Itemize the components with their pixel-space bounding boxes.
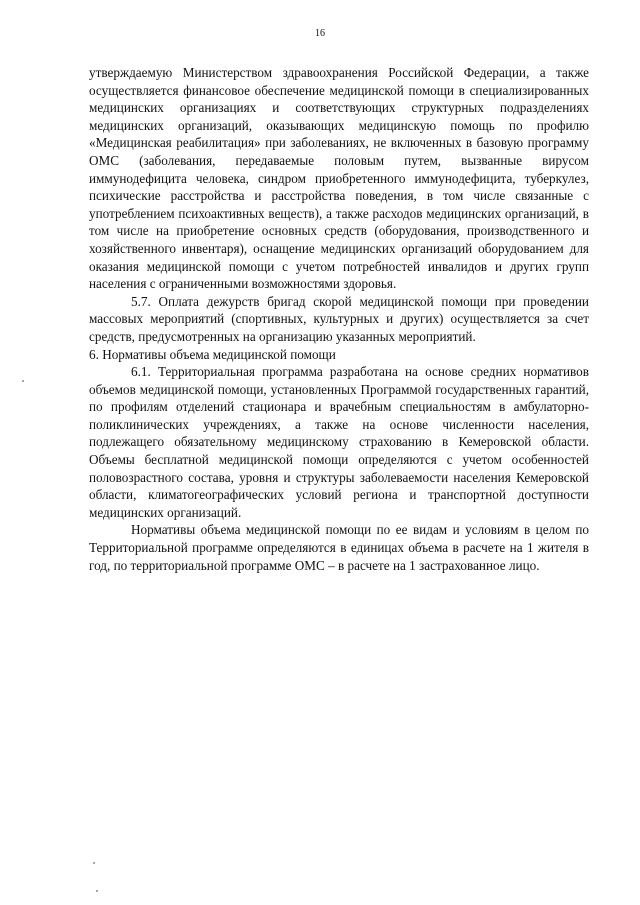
paragraph-norms: Нормативы объема медицинской помощи по ее видам и условиям в целом по Территориальной программе определяются в единицах объема в расчете на 1 жителя в год, по территориальной программе ОМС – в расчете на 1 застрахованное лицо. bbox=[89, 522, 589, 573]
document-body bbox=[89, 64, 589, 574]
paragraph-5-7: 5.7. Оплата дежурств бригад скорой медицинской помощи при проведении массовых мероприятий (спортивных, культурных и других) осуществляется за счет средств, предусмотренных на организацию указанных мероприятий. bbox=[89, 293, 589, 344]
scan-speck bbox=[22, 380, 24, 382]
section-heading: 6. Нормативы объема медицинской помощи bbox=[89, 346, 336, 362]
scan-speck bbox=[96, 890, 98, 892]
paragraph-continuation: утверждаемую Министерством здравоохранения Российской Федерации, а также осуществляется финансовое обеспечение медицинской помощи в специализированных медицинских организациях и соответствующих структурных подразделениях медицинских организаций, оказывающих медицинскую помощь по профилю «Медицинская реабилитация» при заболеваниях, не включенных в базовую программу ОМС (заболевания, передаваемые половым путем, вызванные вирусом иммунодефицита человека, синдром приобретенного иммунодефицита, туберкулез, психические расстройства и расстройства поведения, в том числе связанные с употреблением психоактивных веществ), а также расходов медицинских организаций, в том числе на приобретение основных средств (оборудования, производственного и хозяйственного инвентаря), оснащение медицинских организаций оборудованием для оказания медицинской помощи с учетом потребностей инвалидов и других групп населения с ограниченными возможностями здоровья. bbox=[89, 65, 589, 292]
scan-speck bbox=[93, 862, 95, 864]
paragraph-6-1: 6.1. Территориальная программа разработана на основе средних нормативов объемов медицинской помощи, установленных Программой государственных гарантий, по профилям отделений стационара и врачебным специальностям в амбулаторно-поликлинических учреждениях, а также на основе численности населения, подлежащего обязательному медицинскому страхованию в Кемеровской области. Объемы бесплатной медицинской помощи определяются с учетом особенностей половозрастного состава, уровня и структуры заболеваемости населения Кемеровской области, климатогеографических условий региона и транспортной доступности медицинских организаций. bbox=[89, 364, 589, 520]
page-number: 16 bbox=[315, 28, 325, 39]
